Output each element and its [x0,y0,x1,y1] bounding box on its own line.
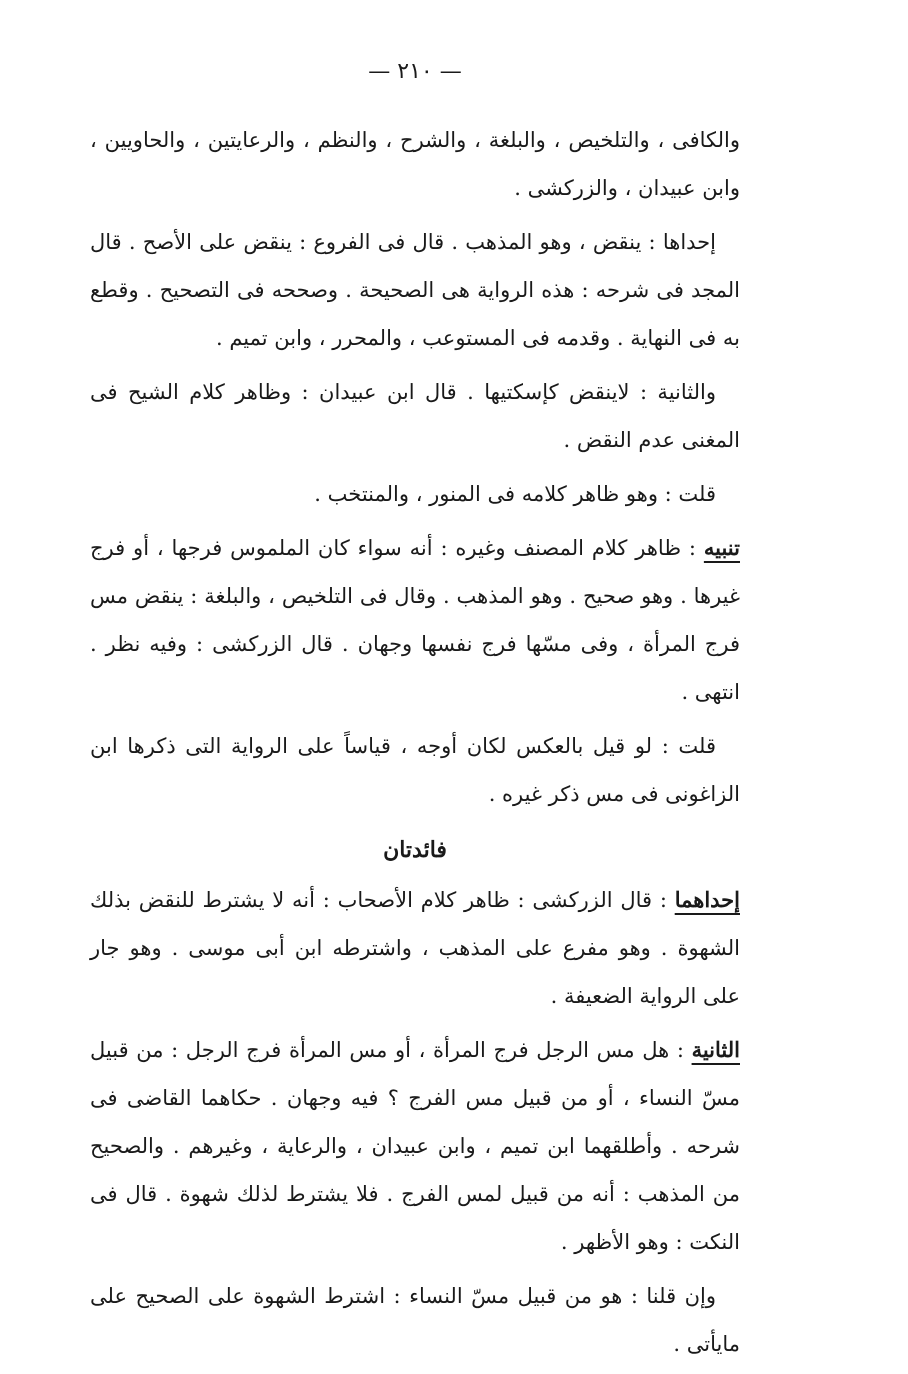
paragraph-faida-2 [90,1026,740,1266]
paragraph-second-narration: والثانية : لاينقض كإسكتيها . قال ابن عبيدان : وظاهر كلام الشيح فى المغنى عدم النقض . [90,380,740,452]
tanbih-label: تنبيه [703,535,740,560]
faida-2-label: الثانية [691,1037,740,1062]
paragraph-qult-2: قلت : لو قيل بالعكس لكان أوجه ، قياساً على الرواية التى ذكرها ابن الزاغونى فى مس ذكر غيره . [90,734,740,806]
document-page [90,52,740,1374]
paragraph-continuation: والكافى ، والتلخيص ، والبلغة ، والشرح ، والنظم ، والرعايتين ، والحاويين ، وابن عبيدان ، والزركشى . [90,128,740,200]
paragraph-tanbih [90,524,740,716]
faida-1-label: إحداهما [674,887,740,912]
paragraph-faida-1 [90,876,740,1020]
faida-1-text: : قال الزركشى : ظاهر كلام الأصحاب : أنه لا يشترط للنقض بذلك الشهوة . وهو مفرع على المذهب ، واشترطه ابن أبى موسى . وهو جار على الرواية الضعيفة . [90,888,740,1008]
paragraph-qult-1: قلت : وهو ظاهر كلامه فى المنور ، والمنتخب . [314,482,716,506]
paragraph-first-narration: إحداها : ينقض ، وهو المذهب . قال فى الفروع : ينقض على الأصح . قال المجد فى شرحه : هذه الرواية هى الصحيحة . وصححه فى التصحيح . وقطع به فى النهاية . وقدمه فى المستوعب ، والمحرر ، وابن تميم . [90,230,740,350]
section-heading: فائدتان [383,837,447,863]
tanbih-text: : ظاهر كلام المصنف وغيره : أنه سواء كان الملموس فرجها ، أو فرج غيرها . وهو صحيح . وهو المذهب . وقال فى التلخيص ، والبلغة : ينقض مس فرج المرأة ، وفى مسّها فرج نفسها وجهان . قال الزركشى : وفيه نظر . انتهى . [90,536,740,704]
faida-2-text: : هل مس الرجل فرج المرأة ، أو مس المرأة فرج الرجل : من قبيل مسّ النساء ، أو من قبيل مس الفرج ؟ فيه وجهان . حكاهما القاضى فى شرحه . وأطلقهما ابن تميم ، وابن عبيدان ، والرعاية ، وغيرهم . والصحيح من المذهب : أنه من قبيل لمس الفرج . فلا يشترط لذلك شهوة . قال فى النكت : وهو الأظهر . [90,1038,740,1254]
paragraph-last-line: وإن قلنا : هو من قبيل مسّ النساء : اشترط الشهوة على الصحيح على مايأتى . [90,1284,740,1356]
page-number: — ٢١٠ — [368,59,462,84]
